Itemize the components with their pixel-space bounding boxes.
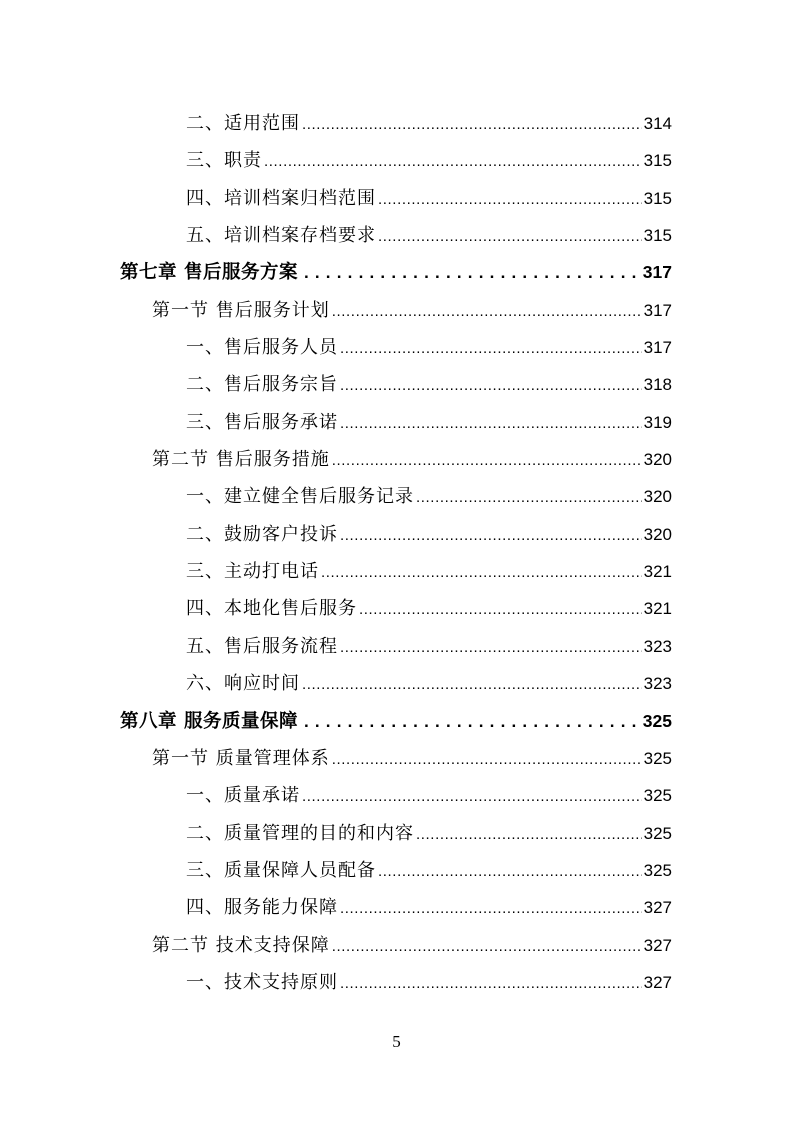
toc-entry-page: 325 bbox=[643, 786, 672, 806]
toc-entry-page: 323 bbox=[643, 636, 672, 656]
toc-entry-title: 一、质量承诺 bbox=[186, 785, 300, 807]
toc-row[interactable] bbox=[0, 101, 793, 138]
toc-entry-page: 315 bbox=[643, 151, 672, 171]
toc-row[interactable] bbox=[0, 288, 793, 325]
toc-entry-page: 325 bbox=[643, 823, 672, 843]
dot-leader bbox=[332, 938, 642, 955]
toc-entry-page: 315 bbox=[643, 226, 672, 246]
toc-row[interactable] bbox=[0, 736, 793, 773]
toc-entry-page: 320 bbox=[643, 450, 672, 470]
toc-entry-title: 二、售后服务宗旨 bbox=[186, 374, 338, 396]
toc-entry-page: 317 bbox=[643, 338, 672, 358]
dot-leader bbox=[304, 712, 641, 732]
toc-row[interactable] bbox=[0, 325, 793, 362]
dot-leader bbox=[340, 377, 642, 394]
toc-entry-title: 第二节 售后服务措施 bbox=[152, 449, 330, 471]
toc-entry-page: 327 bbox=[643, 898, 672, 918]
dot-leader bbox=[340, 900, 642, 917]
toc-entry-page: 318 bbox=[643, 375, 672, 395]
toc-entry-title: 二、适用范围 bbox=[186, 113, 300, 134]
dot-leader bbox=[332, 751, 642, 768]
toc-entry-title: 五、售后服务流程 bbox=[186, 635, 338, 657]
toc-entry-title: 六、响应时间 bbox=[186, 673, 300, 695]
toc-entry-page: 315 bbox=[643, 188, 672, 208]
toc-entry-title: 四、培训档案归档范围 bbox=[186, 187, 376, 209]
dot-leader bbox=[416, 489, 642, 506]
toc-entry-page: 327 bbox=[643, 972, 672, 992]
toc-entry-page: 327 bbox=[643, 935, 672, 955]
toc-entry-title: 第八章 服务质量保障 bbox=[120, 710, 298, 732]
toc-entry-page: 321 bbox=[643, 599, 672, 619]
toc-entry-title: 第七章 售后服务方案 bbox=[120, 262, 298, 284]
toc-row[interactable] bbox=[0, 437, 793, 474]
dot-leader bbox=[340, 975, 642, 992]
toc-entry-title: 一、售后服务人员 bbox=[186, 337, 338, 359]
dot-leader bbox=[304, 263, 641, 283]
page-number: 5 bbox=[392, 1032, 401, 1051]
toc-entry-title: 第一节 质量管理体系 bbox=[152, 747, 330, 769]
toc-row[interactable] bbox=[0, 213, 793, 250]
toc-row[interactable] bbox=[0, 624, 793, 661]
toc-entry-title: 四、本地化售后服务 bbox=[186, 598, 357, 620]
dot-leader bbox=[378, 228, 642, 245]
dot-leader bbox=[416, 826, 642, 843]
dot-leader bbox=[378, 191, 642, 208]
toc-entry-page: 325 bbox=[643, 748, 672, 768]
toc-entry-page: 317 bbox=[642, 262, 672, 283]
toc-entry-page: 321 bbox=[643, 562, 672, 582]
dot-leader bbox=[332, 452, 642, 469]
toc-row[interactable] bbox=[0, 848, 793, 885]
toc-entry-page: 314 bbox=[643, 114, 672, 133]
toc-entry-page: 325 bbox=[642, 710, 672, 731]
toc-entry-title: 五、培训档案存档要求 bbox=[186, 225, 376, 247]
dot-leader bbox=[321, 564, 642, 581]
toc-row[interactable] bbox=[0, 811, 793, 848]
toc-entry-page: 319 bbox=[643, 412, 672, 432]
dot-leader bbox=[302, 676, 642, 693]
toc-entry-title: 三、售后服务承诺 bbox=[186, 411, 338, 433]
toc-entry-page: 320 bbox=[643, 524, 672, 544]
dot-leader bbox=[340, 639, 642, 656]
dot-leader bbox=[302, 116, 642, 133]
dot-leader bbox=[359, 601, 642, 618]
toc-row[interactable] bbox=[0, 586, 793, 623]
dot-leader bbox=[332, 303, 642, 320]
toc-row[interactable] bbox=[0, 885, 793, 922]
toc-row[interactable] bbox=[0, 699, 793, 736]
toc-row[interactable] bbox=[0, 138, 793, 175]
dot-leader bbox=[302, 788, 642, 805]
toc-entry-page: 323 bbox=[643, 674, 672, 694]
toc-row[interactable] bbox=[0, 960, 793, 997]
toc-entry-title: 第二节 技术支持保障 bbox=[152, 934, 330, 956]
dot-leader bbox=[340, 527, 642, 544]
toc-entry-title: 一、技术支持原则 bbox=[186, 971, 338, 993]
toc-entry-page: 325 bbox=[643, 860, 672, 880]
toc-row[interactable] bbox=[0, 474, 793, 511]
toc-row[interactable] bbox=[0, 923, 793, 960]
dot-leader bbox=[340, 415, 642, 432]
toc-entry-title: 四、服务能力保障 bbox=[186, 897, 338, 919]
toc-row[interactable] bbox=[0, 512, 793, 549]
toc-entry-title: 三、质量保障人员配备 bbox=[186, 859, 376, 881]
dot-leader bbox=[340, 340, 642, 357]
toc-entry-title: 二、质量管理的目的和内容 bbox=[186, 822, 414, 844]
toc-row[interactable] bbox=[0, 362, 793, 399]
toc-row[interactable] bbox=[0, 176, 793, 213]
table-of-contents bbox=[0, 101, 793, 997]
toc-entry-title: 一、建立健全售后服务记录 bbox=[186, 486, 414, 508]
toc-row[interactable] bbox=[0, 661, 793, 698]
toc-entry-page: 317 bbox=[643, 300, 672, 320]
toc-entry-title: 二、鼓励客户投诉 bbox=[186, 523, 338, 545]
toc-row[interactable] bbox=[0, 250, 793, 287]
toc-row[interactable] bbox=[0, 400, 793, 437]
toc-entry-title: 三、主动打电话 bbox=[186, 561, 319, 583]
toc-entry-title: 三、职责 bbox=[186, 150, 262, 172]
dot-leader bbox=[264, 153, 642, 170]
dot-leader bbox=[378, 863, 642, 880]
toc-row[interactable] bbox=[0, 549, 793, 586]
toc-entry-title: 第一节 售后服务计划 bbox=[152, 299, 330, 321]
toc-row[interactable] bbox=[0, 773, 793, 810]
toc-entry-page: 320 bbox=[643, 487, 672, 507]
